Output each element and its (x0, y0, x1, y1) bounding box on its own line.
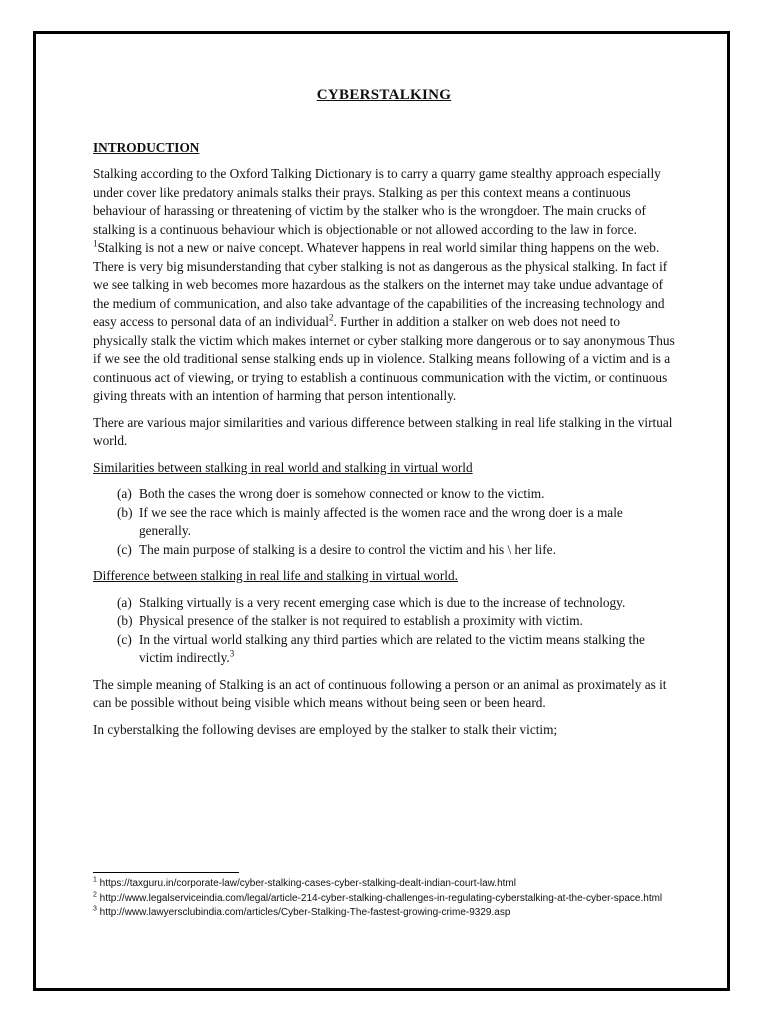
list-item-text: In the virtual world stalking any third parties which are related to the victim means stalking the victim indirectly. (139, 631, 645, 665)
footnote-link[interactable]: http://www.lawyersclubindia.com/articles/Cyber-Stalking-The-fastest-growing-crime-9329.asp (96, 907, 511, 918)
similarities-heading: Similarities between stalking in real world and stalking in virtual world (93, 459, 473, 475)
footnote-link[interactable]: https://taxguru.in/corporate-law/cyber-stalking-cases-cyber-stalking-dealt-indian-court-law.html (96, 878, 516, 889)
intro-paragraph (93, 165, 675, 406)
similarities-list (93, 485, 675, 559)
footnote-ref-1[interactable]: 1 (93, 238, 98, 249)
intro-text-part3: . Further in addition a stalker on web does not need to physically stalk the victim which makes internet or cyber stalking more dangerous or to say anonymous Thus if we see the old traditional sense stalking ends up in violence. Stalking means following of a victim and is a continuous act of viewing, or trying to establish a continuous communication with the victim, or continuous giving threats with an intention of harming that person intentionally. (93, 314, 675, 403)
footnote-ref-3[interactable]: 3 (229, 648, 235, 659)
list-marker: (a) (117, 486, 132, 501)
list-item-text: Both the cases the wrong doer is somehow connected or know to the victim. (139, 486, 545, 501)
footnote-link[interactable]: http://www.legalserviceindia.com/legal/article-214-cyber-stalking-challenges-in-regulating-cyberstalking-at-the-cyber-space.html (96, 892, 663, 904)
paragraph-devices-intro: In cyberstalking the following devises are employed by the stalker to stalk their victim; (93, 721, 558, 737)
list-marker: (a) (117, 594, 132, 610)
paragraph-simple-meaning: The simple meaning of Stalking is an act of continuous following a person or an animal as proximately as it can be possible without being visible which means without being seen or been heard. (93, 676, 667, 710)
footnote-number: 2 (93, 891, 97, 899)
differences-list (93, 594, 675, 668)
list-item (93, 631, 675, 668)
list-item (93, 504, 675, 541)
footnote-item[interactable] (93, 877, 673, 892)
intro-text-part1: Stalking according to the Oxford Talking Dictionary is to carry a quarry game stealthy approach especially under cover like predatory animals stalks their prays. Stalking as per this context means a continuous behaviour of harassing or threatening of victim by the stalker who is the wrongdoer. The main crucks of stalking is a continuous behaviour which is objectionable or not allowed according to the law in force. (93, 166, 661, 237)
list-item-text: Stalking virtually is a very recent emerging case which is due to the increase of technology. (139, 594, 626, 610)
footnote-separator (93, 872, 239, 873)
document-body (93, 86, 675, 747)
document-title: CYBERSTALKING (316, 87, 452, 103)
footnote-ref-2[interactable]: 2 (328, 312, 334, 323)
paragraph-similarities-intro: There are various major similarities and various difference between stalking in real life stalking in the virtual world. (93, 414, 673, 448)
list-marker: (c) (117, 631, 132, 647)
footnotes-section (93, 872, 673, 921)
list-marker: (b) (117, 504, 133, 520)
list-item (93, 541, 675, 560)
intro-heading: INTRODUCTION (93, 139, 200, 155)
footnote-item[interactable] (93, 906, 673, 921)
list-item (93, 485, 675, 504)
footnote-number: 3 (93, 905, 97, 913)
list-marker: (c) (117, 541, 132, 557)
list-item (93, 594, 675, 613)
list-item (93, 612, 675, 631)
footnote-number: 1 (93, 876, 97, 884)
list-item-text: If we see the race which is mainly affected is the women race and the wrong doer is a male generally. (139, 504, 623, 538)
intro-text-part2: Stalking is not a new or naive concept. Whatever happens in real world similar thing happens on the web. There is very big misunderstanding that cyber stalking is not as dangerous as the physical stalking. In fact if we see talking in web becomes more hazardous as the stalkers on the internet may take undue advantage of the medium of communication, and also take advantage of the capabilities of the increasing technology and easy access to personal data of an individual (93, 240, 668, 329)
list-marker: (b) (117, 613, 133, 628)
footnote-item[interactable] (93, 892, 673, 907)
differences-heading: Difference between stalking in real life and stalking in virtual world. (93, 568, 458, 583)
list-item-text: Physical presence of the stalker is not required to establish a proximity with victim. (139, 613, 583, 628)
list-item-text: The main purpose of stalking is a desire to control the victim and his \ her life. (139, 541, 556, 557)
